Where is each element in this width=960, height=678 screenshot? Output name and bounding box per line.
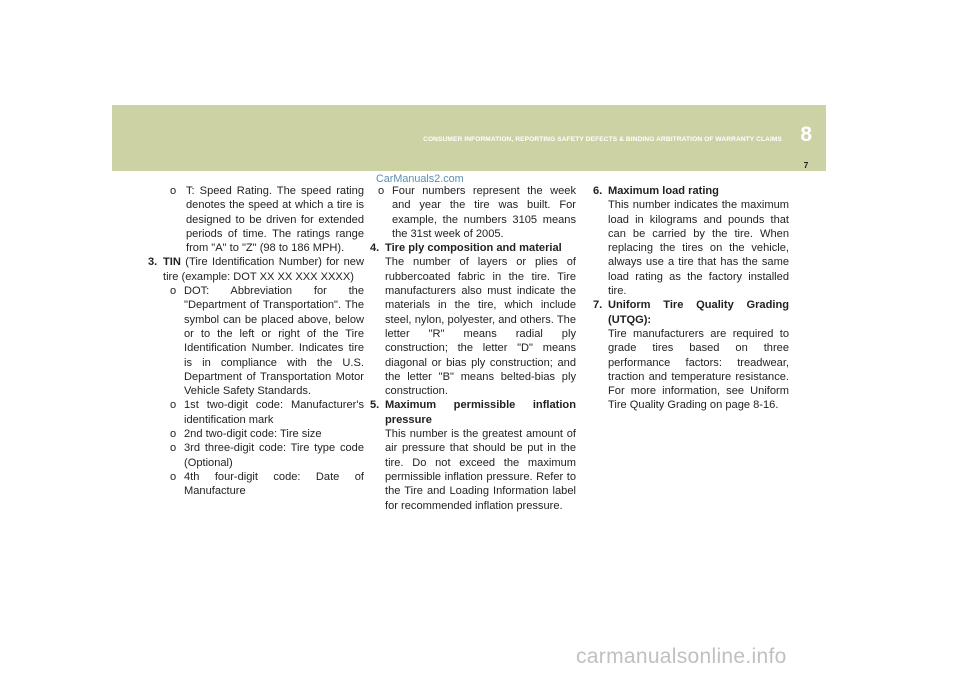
third-code-text: 3rd three-digit code: Tire type code (Optional) xyxy=(184,442,364,469)
footer-watermark: carmanualsonline.info xyxy=(576,645,787,668)
bullet-marker: o xyxy=(170,470,177,483)
list-item-utqg xyxy=(593,298,789,412)
inflation-heading: Maximum permissible inflation pressure xyxy=(385,399,576,426)
item-number: 3. xyxy=(148,256,158,269)
list-item-speed-rating xyxy=(148,184,364,255)
ply-heading: Tire ply composition and material xyxy=(385,242,562,255)
inflation-text: This number is the greatest amount of air pressure that should be put in the tire. Do not exceed the maximum permissible inflation pressure. Refer to the Tire and Loading Information label for recommended inflation pressure. xyxy=(385,428,576,512)
bullet-marker: o xyxy=(170,285,177,298)
list-item-week xyxy=(370,184,576,241)
list-item-first-code xyxy=(148,398,364,427)
item-number: 7. xyxy=(593,299,603,312)
list-item-ply-composition xyxy=(370,241,576,398)
list-item-inflation-pressure xyxy=(370,398,576,512)
utqg-heading: Uniform Tire Quality Grading (UTQG): xyxy=(608,299,789,326)
utqg-text: Tire manufacturers are required to grade tires based on three performance factors: treadwear, traction and temperature resistance. For more information, see Uniform Tire Quality Grading on page 8-16. xyxy=(608,327,789,412)
item-number: 5. xyxy=(370,399,380,412)
speed-rating-text: T: Speed Rating. The speed rating denotes the speed at which a tire is designed to be driven for extended periods of time. The ratings range from "A" to "Z" (98 to 186 MPH). xyxy=(186,185,364,255)
header-band xyxy=(112,105,826,171)
ply-text: The number of layers or plies of rubbercoated fabric in the tire. Tire manufacturers also must indicate the materials in the tire, which include steel, nylon, polyester, and others. The letter "R" means radial ply construction; the letter "D" means diagonal or bias ply construction; and the letter "B" means belted-bias ply construction. xyxy=(385,256,576,398)
tin-text: (Tire Identification Number) for new tire (example: DOT XX XX XXX XXXX) xyxy=(163,256,364,283)
bullet-marker: o xyxy=(170,442,177,455)
second-code-text: 2nd two-digit code: Tire size xyxy=(184,428,322,441)
page-number: 7 xyxy=(803,160,809,170)
list-item-load-rating xyxy=(593,184,789,298)
chapter-number: 8 xyxy=(800,123,812,146)
load-heading: Maximum load rating xyxy=(608,185,719,197)
list-item-third-code xyxy=(148,441,364,470)
week-text: Four numbers represent the week and year the tire was built. For example, the numbers 3105 means the 31st week of 2005. xyxy=(392,185,576,240)
item-number: 6. xyxy=(593,185,603,197)
running-title: CONSUMER INFORMATION, REPORTING SAFETY DEFECTS & BINDING ARBITRATION OF WARRANTY CLAIMS xyxy=(423,136,782,143)
fourth-code-text: 4th four-digit code: Date of Manufacture xyxy=(184,470,364,498)
list-item-fourth-code xyxy=(148,470,364,499)
list-item-second-code xyxy=(148,427,364,441)
column-right xyxy=(593,184,789,413)
list-item-tin xyxy=(148,255,364,284)
list-item-dot xyxy=(148,284,364,398)
bullet-marker: o xyxy=(170,428,177,441)
load-text: This number indicates the maximum load in kilograms and pounds that can be carried by the tire. When replacing the tires on the vehicle, always use a tire that has the same load rating as the factory installed tire. xyxy=(608,199,789,298)
dot-text: DOT: Abbreviation for the "Department of Transportation". The symbol can be placed above, below or to the left or right of the Tire Identification Number. Indicates tire is in compliance with the U.S. Department of Transportation Motor Vehicle Safety Standards. xyxy=(184,285,364,398)
watermark-link[interactable]: CarManuals2.com xyxy=(376,173,464,185)
bullet-marker: o xyxy=(170,399,177,412)
column-left xyxy=(148,184,364,499)
first-code-text: 1st two-digit code: Manufacturer's identification mark xyxy=(184,399,364,426)
tin-label: TIN xyxy=(163,256,181,269)
bullet-marker: o xyxy=(170,185,177,197)
item-number: 4. xyxy=(370,242,380,255)
bullet-marker: o xyxy=(378,185,385,197)
column-middle xyxy=(370,184,576,513)
